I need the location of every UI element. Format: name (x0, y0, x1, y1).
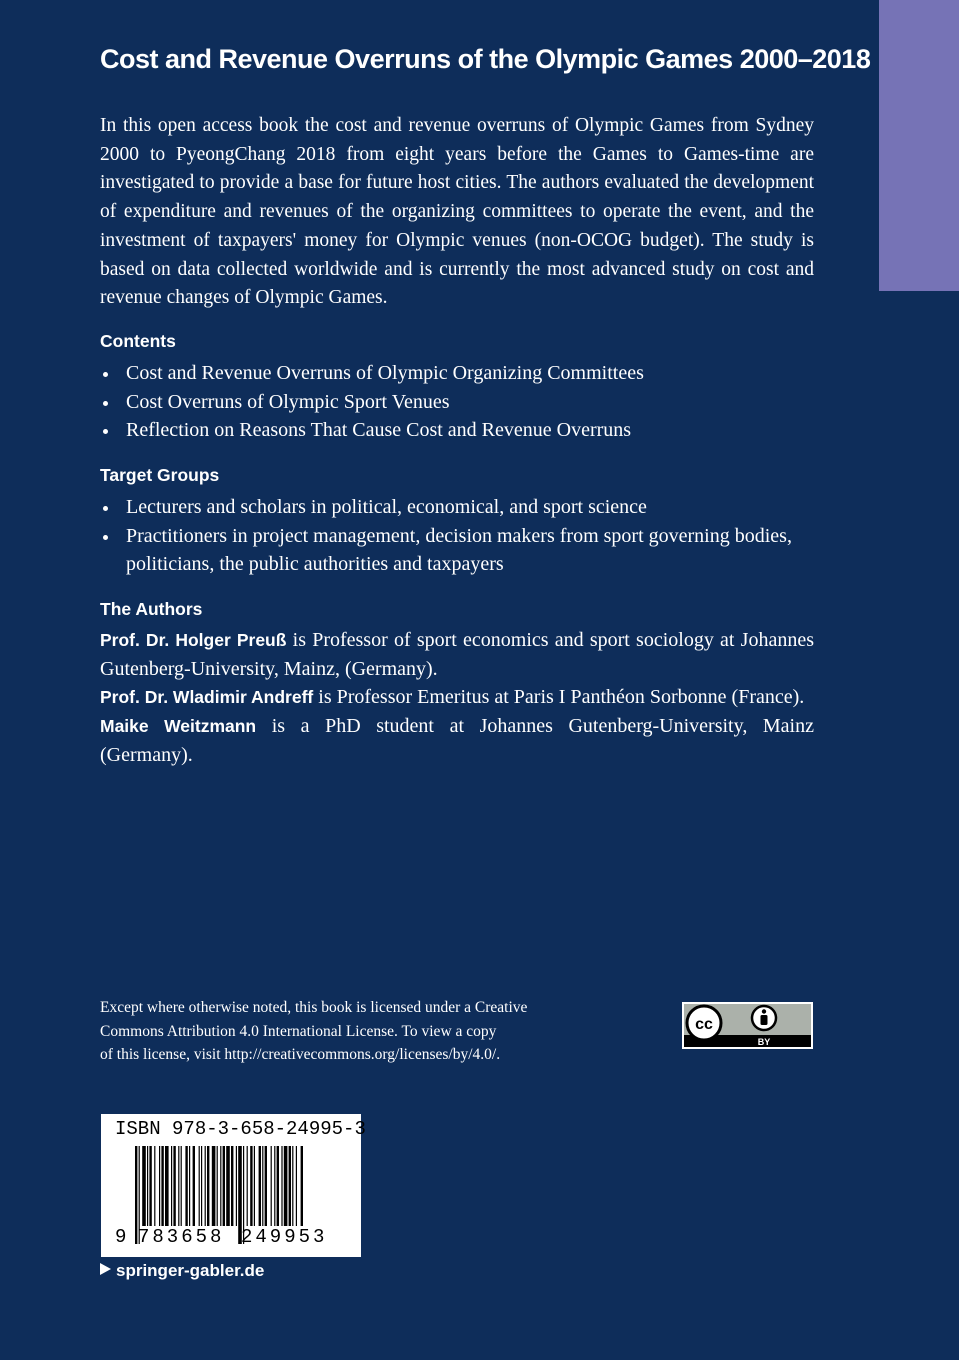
author-entry (100, 683, 814, 712)
cc-icon-text: cc (695, 1016, 713, 1033)
contents-list (100, 359, 814, 445)
barcode-bar (250, 1146, 252, 1226)
license-notice (100, 996, 620, 1067)
barcode-bar (254, 1146, 255, 1226)
barcode-digits-right: 249953 (241, 1226, 328, 1248)
author-desc: is Professor Emeritus at Paris I Panthéon Sorbonne (France). (313, 686, 805, 709)
barcode-bar (147, 1146, 148, 1226)
barcode-bar (296, 1146, 297, 1226)
color-tab (879, 0, 959, 291)
barcode-bar (226, 1146, 230, 1226)
publisher-url: springer-gabler.de (116, 1261, 265, 1280)
target-groups-list (100, 493, 814, 579)
barcode-bar (201, 1146, 202, 1226)
list-item: Practitioners in project management, decision makers from sport governing bodies, politicians, the public authorities and taxpayers (100, 522, 814, 579)
barcode-bar (205, 1146, 206, 1226)
barcode-bar (161, 1146, 163, 1226)
barcode-first-digit: 9 (115, 1226, 127, 1248)
barcode-bar (231, 1146, 233, 1226)
author-name: Prof. Dr. Holger Preuß (100, 630, 287, 650)
barcode-bar (301, 1146, 303, 1226)
author-desc: is a PhD student at Johannes Gutenberg-University, Mainz (Germany). (100, 715, 814, 766)
barcode-bar (212, 1146, 216, 1226)
authors-block (100, 626, 814, 770)
list-item: Lecturers and scholars in political, economical, and sport science (100, 493, 814, 522)
barcode-bar (289, 1146, 291, 1226)
barcode-bar (265, 1146, 267, 1226)
barcode-bar (262, 1146, 263, 1226)
barcode-bar (199, 1146, 200, 1226)
barcode-bar (220, 1146, 221, 1226)
attribution-icon-head (762, 1009, 766, 1013)
author-name: Maike Weitzmann (100, 716, 257, 737)
barcode-bar (173, 1146, 175, 1226)
license-line: Commons Attribution 4.0 International License. To view a copy (100, 1022, 497, 1040)
contents-heading: Contents (100, 331, 176, 351)
barcode-bar (274, 1146, 275, 1226)
isbn-barcode (101, 1114, 366, 1257)
authors-heading: The Authors (100, 599, 203, 619)
barcode-bar (193, 1146, 195, 1226)
barcode-bar (207, 1146, 209, 1226)
barcode-bar (247, 1146, 248, 1226)
license-line: Except where otherwise noted, this book is licensed under a Creative (100, 999, 528, 1016)
barcode-bar (154, 1146, 155, 1226)
barcode-bar (217, 1146, 218, 1226)
barcode-bar (281, 1146, 282, 1226)
barcode-bar (181, 1146, 182, 1226)
barcode-bar (185, 1146, 187, 1226)
isbn-label: ISBN 978-3-658-24995-3 (115, 1118, 366, 1140)
barcode-bar (223, 1146, 225, 1226)
barcode-bar (149, 1146, 151, 1226)
barcode-bar (189, 1146, 190, 1226)
list-item: Cost and Revenue Overruns of Olympic Organizing Committees (100, 359, 814, 388)
author-name: Prof. Dr. Wladimir Andreff (100, 687, 314, 708)
license-line: of this license, visit http://creativecommons.org/licenses/by/4.0/. (100, 1046, 501, 1063)
book-title: Cost and Revenue Overruns of the Olympic Games 2000–2018 (100, 44, 871, 74)
publisher-link[interactable] (100, 1261, 264, 1281)
author-desc: is Professor of sport economics and sport sociology at Johannes Gutenberg-University, Mainz, (Germany). (100, 629, 814, 680)
barcode-bar (165, 1146, 169, 1226)
barcode-bar (259, 1146, 261, 1226)
intro-paragraph: In this open access book the cost and revenue overruns of Olympic Games from Sydney 2000 to PyeongChang 2018 from eight years before the Games to Games-time are investigated to provide a base for future host cities. The authors evaluated the development of expenditure and revenues of the organizing committees to operate the event, and the investment of taxpayers' money for Olympic venues (non-OCOG budget). The study is based on data collected worldwide and is currently the most advanced study on cost and revenue changes of Olympic Games. (100, 115, 814, 309)
list-item: Reflection on Reasons That Cause Cost and Revenue Overruns (100, 416, 814, 445)
barcode-bar (284, 1146, 288, 1226)
attribution-icon-body (761, 1015, 768, 1025)
barcode-bar (178, 1146, 179, 1226)
barcode-digits-left: 783658 (138, 1226, 225, 1248)
author-entry (100, 712, 814, 769)
barcode-bar (277, 1146, 279, 1226)
barcode-bar (142, 1146, 146, 1226)
barcode-bar (159, 1146, 160, 1226)
list-item: Cost Overruns of Olympic Sport Venues (100, 388, 814, 417)
barcode-bar (171, 1146, 172, 1226)
by-label: BY (757, 1037, 771, 1047)
cc-by-badge (682, 1002, 813, 1049)
barcode-bar (236, 1146, 237, 1226)
author-entry (100, 626, 814, 683)
barcode-bar (292, 1146, 293, 1226)
target-groups-heading: Target Groups (100, 465, 220, 485)
barcode-bar (271, 1146, 272, 1226)
triangle-arrow-icon (100, 1263, 111, 1275)
